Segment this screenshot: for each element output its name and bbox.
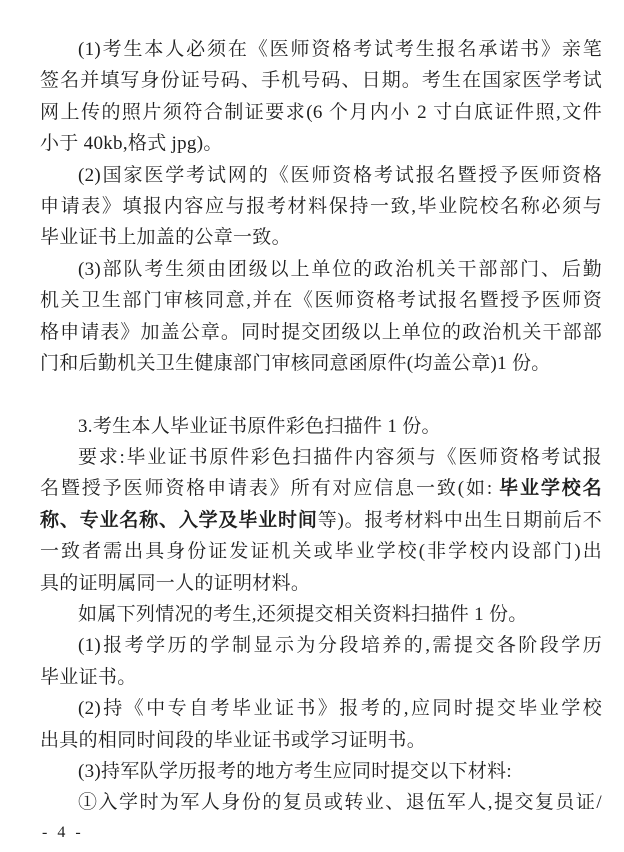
page-number: - 4 -	[42, 824, 84, 841]
text-line	[40, 254, 602, 285]
blank-line	[40, 379, 602, 410]
document-body	[40, 34, 602, 819]
text-segment: 网上传的照片须符合制证要求(6 个月内小 2 寸白底证件照,文件	[40, 101, 602, 123]
text-segment: 一致者需出具身份证发证机关或毕业学校(非学校内设部门)出	[40, 541, 602, 563]
text-line	[40, 191, 602, 222]
text-line	[40, 97, 602, 128]
text-line	[40, 65, 602, 96]
text-segment: 具的证明属同一人的证明材料。	[40, 572, 311, 594]
text-segment: 毕业证书上加盖的公章一致。	[40, 227, 291, 249]
text-line	[40, 536, 602, 567]
text-segment: 小于 40kb,格式 jpg)。	[40, 133, 223, 155]
text-segment: (2)持《中专自考毕业证书》报考的,应同时提交毕业学校	[78, 698, 602, 720]
text-line	[40, 756, 602, 787]
text-line	[40, 222, 602, 253]
bold-text-segment: 称、专业名称、入学及毕业时间	[40, 509, 318, 531]
text-segment: 出具的相同时间段的毕业证书或学习证明书。	[40, 729, 427, 751]
text-segment: 机关卫生部门审核同意,并在《医师资格考试报名暨授予医师资	[40, 290, 602, 312]
text-segment: 如属下列情况的考生,还须提交相关资料扫描件 1 份。	[78, 604, 528, 626]
bold-text-segment: 毕业学校名	[499, 478, 602, 500]
text-segment: 毕业证书。	[40, 666, 137, 688]
text-line	[40, 630, 602, 661]
text-line	[40, 599, 602, 630]
text-segment: ①入学时为军人身份的复员或转业、退伍军人,提交复员证/	[78, 792, 602, 814]
text-segment: 要求:毕业证书原件彩色扫描件内容须与《医师资格考试报	[78, 447, 602, 469]
text-segment: (3)部队考生须由团级以上单位的政治机关干部部门、后勤	[78, 258, 602, 280]
text-segment: 名暨授予医师资格申请表》所有对应信息一致(如:	[40, 478, 500, 500]
text-line	[40, 285, 602, 316]
text-segment: (1)报考学历的学制显示为分段培养的,需提交各阶段学历	[78, 635, 602, 657]
text-line	[40, 317, 602, 348]
text-segment: (1)考生本人必须在《医师资格考试考生报名承诺书》亲笔	[78, 39, 602, 60]
text-line	[40, 693, 602, 724]
text-segment: 格申请表》加盖公章。同时提交团级以上单位的政治机关干部部	[40, 321, 602, 343]
text-segment: 3.考生本人毕业证书原件彩色扫描件 1 份。	[78, 415, 441, 437]
text-line	[40, 568, 602, 599]
text-segment: 门和后勤机关卫生健康部门审核同意函原件(均盖公章)1 份。	[40, 352, 551, 374]
text-line	[40, 160, 602, 191]
text-line	[40, 411, 602, 442]
text-line	[40, 128, 602, 159]
text-line	[40, 442, 602, 473]
text-line	[40, 473, 602, 504]
text-segment: 等)。报考材料中出生日期前后不	[317, 509, 602, 531]
text-line	[40, 34, 602, 65]
text-segment: 申请表》填报内容应与报考材料保持一致,毕业院校名称必须与	[40, 195, 602, 217]
text-line	[40, 348, 602, 379]
text-line	[40, 505, 602, 536]
text-line	[40, 787, 602, 818]
text-line	[40, 662, 602, 693]
text-line	[40, 725, 602, 756]
text-segment: 签名并填写身份证号码、手机号码、日期。考生在国家医学考试	[40, 70, 602, 92]
text-segment: (2)国家医学考试网的《医师资格考试报名暨授予医师资格	[78, 164, 602, 186]
text-segment: (3)持军队学历报考的地方考生应同时提交以下材料:	[78, 760, 512, 782]
